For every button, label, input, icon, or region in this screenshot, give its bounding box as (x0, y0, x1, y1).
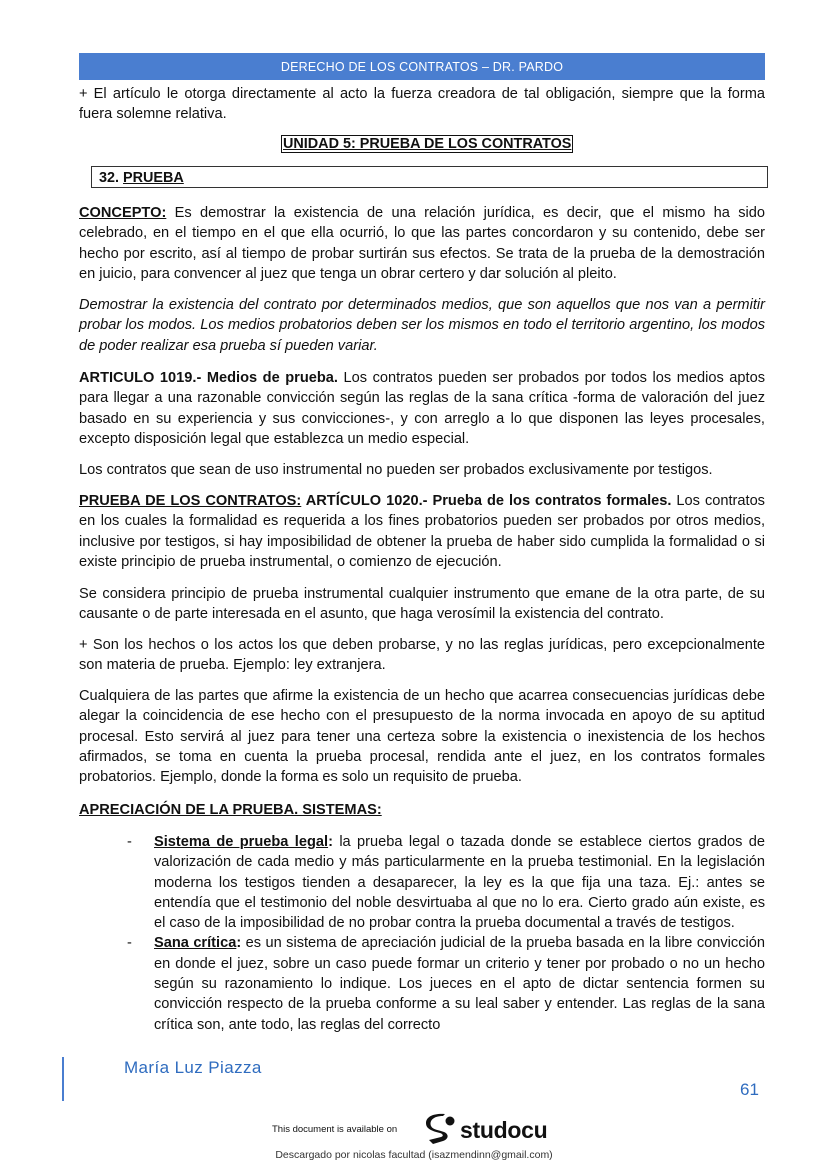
section-heading-box (91, 166, 768, 188)
studocu-logo[interactable] (423, 1113, 547, 1147)
concepto-text: Es demostrar la existencia de una relación jurídica, es decir, que el mismo ha sido celebrado, en el tiempo en el que ella ocurrió, lo que las partes concordaron y su contenido, debe ser hecho por escrito, así al tiempo de probar surtirán sus efectos. Se trata de la prueba de la demostración en juicio, para convencer al juez que tenga un obrar certero y dar solución al pleito. (79, 205, 765, 282)
system-colon: : (328, 834, 333, 850)
art1019-text: Los contratos pueden ser probados por todos los medios aptos para llegar a una razonable convicción según las reglas de la sana crítica -forma de valoración del juez basado en su experiencia y sus convicciones-, y con arreglo a lo que disponen las leyes procesales, excepto disposición legal que establezca un medio especial. (79, 370, 765, 447)
instrumental-paragraph: Los contratos que sean de uso instrumental no pueden ser probados exclusivamente por testigos. (79, 462, 713, 478)
cualquiera-paragraph: Cualquiera de las partes que afirme la existencia de un hecho que acarrea consecuencias jurídicas debe alegar la coincidencia de ese hecho con el presupuesto de la norma invocada en apoyo de su aptitud procesal. Esto servirá al juez para tener una certeza sobre la existencia o inexistencia de los hechos afirmados, se toma en cuenta la prueba procesal, rendida ante el juez, en los contratos formales probatorios. Ejemplo, donde la forma es solo un requisito de prueba. (79, 688, 765, 786)
available-on-text: This document is available on (272, 1124, 398, 1135)
unit-title: UNIDAD 5: PRUEBA DE LOS CONTRATOS (283, 136, 572, 152)
list-item (79, 933, 765, 1034)
system-label: Sistema de prueba legal (154, 834, 329, 850)
art1019-label: ARTICULO 1019.- Medios de prueba. (79, 370, 338, 386)
intro-paragraph: + El artículo le otorga directamente al acto la fuerza creadora de tal obligación, siempre que la forma fuera solemne relativa. (79, 86, 765, 123)
list-dash: - (127, 834, 132, 850)
art1020-label-underlined: PRUEBA DE LOS CONTRATOS: (79, 493, 302, 509)
system-text: la prueba legal o tazada donde se establece ciertos grados de valorización de cada medio y más particularmente en la prueba testimonial. En la legislación moderna los testigos tienden a desaparecer, la ley es la que fija una taza. Ej.: antes se entendía que el testimonio del noble desvirtuaba al que no lo era. Cierto grado aún existe, es el caso de la imposibilidad de no probar contra la prueba documental a través de testigos. (154, 834, 765, 932)
system-text: es un sistema de apreciación judicial de la prueba basada en la libre convicción en donde el juez, sobre un caso puede formar un criterio y tener por probado o no un hecho según su razonamiento lo indique. Los jueces en el apto de dictar sentencia formen su convicción respecto de la prueba conforme a su leal saber y entender. Las reglas de la sana crítica son, ante todo, las reglas del correcto (154, 935, 765, 1033)
art1020-paragraph (79, 491, 765, 572)
systems-list (79, 832, 765, 1035)
concepto-label: CONCEPTO: (79, 205, 167, 221)
concepto-paragraph (79, 203, 765, 284)
section-title: PRUEBA (123, 170, 184, 186)
studocu-wordmark: studocu (460, 1116, 548, 1143)
art1019-paragraph (79, 368, 765, 449)
principio-paragraph: Se considera principio de prueba instrumental cualquier instrumento que emane de la otra parte, de su causante o de parte interesada en el asunto, que haga verosímil la existencia del contrato. (79, 586, 765, 623)
studocu-s-icon (423, 1113, 457, 1147)
download-notice: Descargado por nicolas facultad (isazmendinn@gmail.com) (275, 1149, 553, 1161)
page-header: DERECHO DE LOS CONTRATOS – DR. PARDO (79, 53, 765, 80)
section-number: 32. (99, 170, 120, 186)
list-dash: - (127, 935, 132, 952)
system-colon: : (236, 935, 242, 952)
apreciacion-title: APRECIACIÓN DE LA PRUEBA. SISTEMAS: (79, 802, 382, 818)
list-item (79, 832, 765, 933)
system-label: Sana crítica (154, 935, 237, 952)
author-name: María Luz Piazza (124, 1058, 262, 1077)
page-number: 61 (740, 1080, 759, 1099)
art1020-text: Los contratos en los cuales la formalidad es requerida a los fines probatorios pueden ser probados por otros medios, inclusive por testigos, si hay imposibilidad de obtener la prueba de haber sido cumplida la formalidad o si existe principio de prueba instrumental, o comienzo de ejecución. (79, 493, 765, 570)
hechos-paragraph: + Son los hechos o los actos los que deben probarse, y no las reglas jurídicas, pero excepcionalmente son materia de prueba. Ejemplo: ley extranjera. (79, 637, 765, 674)
art1020-label: ARTÍCULO 1020.- Prueba de los contratos formales. (301, 493, 672, 509)
author-accent-bar (62, 1057, 64, 1101)
italic-note: Demostrar la existencia del contrato por determinados medios, que son aquellos que nos van a permitir probar los modos. Los medios probatorios deben ser los mismos en todo el territorio argentino, los modos de poder realizar esa prueba sí pueden variar. (79, 297, 765, 354)
